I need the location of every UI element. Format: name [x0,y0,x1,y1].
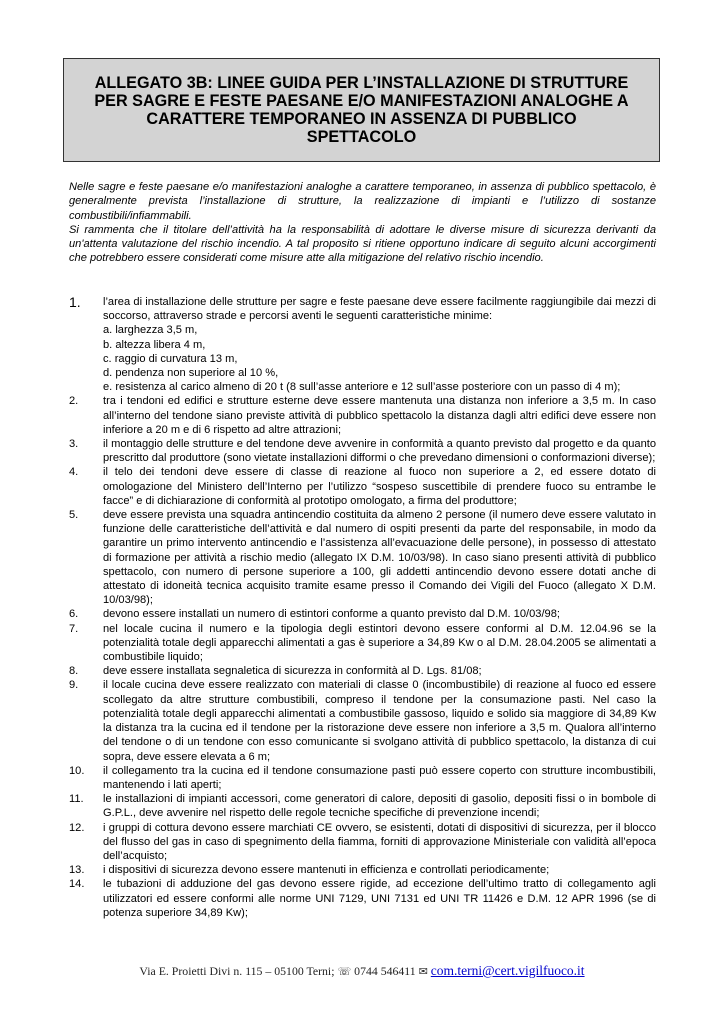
footer-address: Via E. Proietti Divi n. 115 – 05100 Terni; [139,964,335,978]
page-footer [0,963,724,979]
item-number: 9. [69,679,79,692]
title-line: PER SAGRE E FESTE PAESANE E/O MANIFESTAZIONI ANALOGHE A [94,91,629,110]
list-item [69,678,656,763]
title-line: ALLEGATO 3B: LINEE GUIDA PER L’INSTALLAZIONE DI STRUTTURE [94,73,629,92]
item-text: i gruppi di cottura devono essere marchiati CE ovvero, se esistenti, dotati di dispositivi di sicurezza, per il blocco del flusso del gas in caso di spegnimento della fiamma, forniti di approvazione Ministeriale con validità all’epoca dell’acquisto; [103,821,656,862]
list-item [69,863,656,877]
item-number: 3. [69,438,79,451]
intro-paragraph: Si rammenta che il titolare dell’attività ha la responsabilità di adottare le diverse misure di sicurezza derivanti da un'attenta valutazione del rischio incendio. A tal proposito si ritiene opportuno indicare di seguito alcuni accorgimenti che potrebbero essere considerati come misure atte alla mitigazione del relativo rischio incendio. [69,223,656,265]
list-item [69,465,656,508]
footer-email-link[interactable]: com.terni@cert.vigilfuoco.it [430,963,585,978]
item-number: 7. [69,622,79,635]
list-item [69,607,656,621]
guidelines-list [69,295,656,920]
sub-item: d. pendenza non superiore al 10 %, [103,367,279,380]
item-number: 12. [69,821,85,834]
item-number: 10. [69,764,85,777]
item-text: deve essere installata segnaletica di sicurezza in conformità al D. Lgs. 81/08; [103,665,482,678]
list-item [69,622,656,665]
intro-section [69,180,656,266]
list-item [69,877,656,920]
item-text: le installazioni di impianti accessori, come generatori di calore, depositi di gasolio, depositi fissi o in bombole di G.P.L., deve avvenire nel rispetto delle regole tecniche specifiche di prevenzione incendi; [103,793,656,820]
list-item [69,764,656,792]
item-number: 4. [69,466,79,479]
sub-item: e. resistenza al carico almeno di 20 t (8 sull’asse anteriore e 12 sull’asse posteriore con un passo di 4 m); [103,381,621,394]
item-number: 1. [69,294,81,310]
item-text: i dispositivi di sicurezza devono essere mantenuti in efficienza e controllati periodicamente; [103,864,550,877]
intro-paragraph: Nelle sagre e feste paesane e/o manifestazioni analoghe a carattere temporaneo, in assenza di pubblico spettacolo, è generalmente prevista l’installazione di strutture, la realizzazione di impianti e l’utilizzo di sostanze combustibili/infiammabili. [69,181,656,222]
list-item [69,664,656,678]
item-number: 14. [69,878,85,891]
item-number: 13. [69,864,85,877]
list-item [69,295,656,394]
item-text: il collegamento tra la cucina ed il tendone consumazione pasti può essere coperto con strutture incombustibili, mantenendo i lati aperti; [103,764,656,791]
item-text: il montaggio delle strutture e del tendone deve avvenire in conformità a quanto previsto dal progetto e da quanto prescritto dal produttore (sono vietate installazioni difformi o che prevedano dimensioni o conformazioni diverse); [103,438,656,465]
title-line: CARATTERE TEMPORANEO IN ASSENZA DI PUBBLICO [146,110,577,128]
item-text: tra i tendoni ed edifici e strutture esterne deve essere mantenuta una distanza non inferiore a 3,5 m. In caso all’interno del tendone siano previste attività di pubblico spettacolo la distanza dagli altri edifici deve essere non inferiore a 20 m e di 6 rispetto ad altre attrazioni; [103,395,656,436]
footer-phone: 0744 546411 [354,964,416,978]
item-text: le tubazioni di adduzione del gas devono essere rigide, ad eccezione dell’ultimo tratto di collegamento agli utilizzatori ed essere conformi alle norme UNI 7129, UNI 7131 ed UNI TR 11426 e D.M. 12 APR 1996 (se di potenza superiore 34,89 Kw); [103,878,656,919]
item-number: 2. [69,395,79,408]
item-number: 5. [69,509,79,522]
sub-item: c. raggio di curvatura 13 m, [103,352,238,365]
title-line: SPETTACOLO [306,128,417,147]
list-item [69,792,656,820]
item-text: devono essere installati un numero di estintori conforme a quanto previsto dal D.M. 10/03/98; [103,608,560,621]
list-item [69,437,656,465]
list-item [69,508,656,607]
item-number: 11. [69,793,84,806]
item-number: 8. [69,665,79,678]
list-item [69,821,656,864]
list-item [69,394,656,437]
item-text: l’area di installazione delle strutture per sagre e feste paesane deve essere facilmente raggiungibile dai mezzi di soccorso, attraverso strade e percorsi aventi le seguenti caratteristiche minime: [103,296,656,323]
envelope-icon: ✉ [418,966,428,978]
item-text: deve essere prevista una squadra antincendio costituita da almeno 2 persone (il numero deve essere valutato in funzione delle caratteristiche dell’attività e dal numero di ospiti presenti da parte del responsabile, in modo da garantire un primo intervento antincendio e l’assistenza all’evacuazione delle persone), in possesso di attestato di formazione per attività a rischio medio (allegato IX D.M. 10/03/98). In caso siano presenti attività di pubblico spettacolo, con numero di persone superiore a 100, gli addetti antincendio devono essere dotati anche di attestato di idoneità tecnica acquisito tramite esame presso il Comando dei Vigili del Fuoco (allegato X D.M. 10/03/98); [103,509,656,607]
sub-item: a. larghezza 3,5 m, [103,324,198,337]
phone-icon: ☏ [337,966,352,978]
item-text: nel locale cucina il numero e la tipologia degli estintori devono essere conformi al D.M. 12.04.96 se la potenzialità totale degli apparecchi alimentati a gas è superiore a 34,89 Kw o al D.M. 28.04.2005 se alimentati a combustibile liquido; [103,622,656,664]
item-text: il telo dei tendoni deve essere di classe di reazione al fuoco non superiore a 2, ed essere dotato di omologazione del Ministero dell’Interno per l’utilizzo “sospeso suscettibile di prendere fuoco su entrambe le facce” e di dichiarazione di conformità al prototipo omologato, a firma del produttore; [103,466,656,507]
item-text: il locale cucina deve essere realizzato con materiali di classe 0 (incombustibile) di reazione al fuoco ed essere scollegato da altre strutture combustibili, compreso il tendone per la consumazione pasti. Nel caso la potenzialità totale degli apparecchi alimentati a combustibile gassoso, liquido e solido sia maggiore di 34,89 Kw la distanza tra la cucina ed il tendone per la ristorazione deve essere non inferiore a 3,5 m. Qualora all’interno del tendone o di un tendone con esso comunicante si svolgano attività di pubblico spettacolo, la distanza di cui sopra, deve essere elevata a 6 m; [103,679,656,763]
item-number: 6. [69,608,79,621]
sub-item: b. altezza libera 4 m, [103,338,206,351]
document-title-box [63,58,660,162]
